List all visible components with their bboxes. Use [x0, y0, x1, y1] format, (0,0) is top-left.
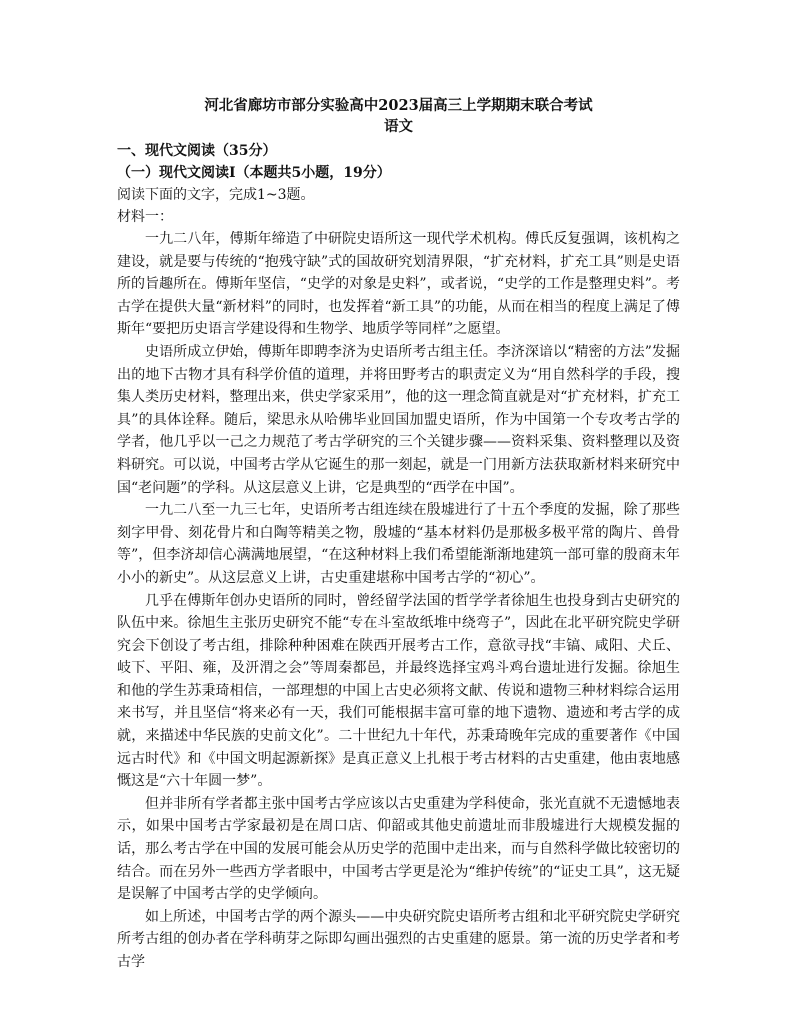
paragraph-1: 一九二八年，傅斯年缔造了中研院史语所这一现代学术机构。傅氏反复强调，该机构之建设，就是要与传统的“抱残守缺”式的国故研究划清界限，“扩充材料，扩充工具”则是史语所的旨趣所在。傅斯年坚信，“史学的对象是史料”，或者说，“史学的工作是整理史料”。考古学在提供大量“新材料”的同时，也发挥着“新工具”的功能，从而在相当的程度上满足了傅斯年“要把历史语言学建设得和生物学、地质学等同样”之愿望。	[117, 231, 680, 338]
exam-subject: 语文	[384, 118, 413, 135]
paragraph-2: 史语所成立伊始，傅斯年即聘李济为史语所考古组主任。李济深谙以“精密的方法”发掘出的地下古物才具有科学价值的道理，并将田野考古的职责定义为“用自然科学的手段，搜集人类历史材料，整理出来，供史学家采用”，他的这一理念简直就是对“扩充材料，扩充工具”的具体诠释。随后，梁思永从哈佛毕业回国加盟史语所，作为中国第一个专攻考古学的学者，他几乎以一己之力规范了考古学研究的三个关键步骤——资料采集、资料整理以及资料研究。可以说，中国考古学从它诞生的那一刻起，就是一门用新方法获取新材料来研究中国“老问题”的学科。从这层意义上讲，它是典型的“西学在中国”。	[117, 343, 680, 496]
paragraph-3: 一九二八至一九三七年，史语所考古组连续在殷墟进行了十五个季度的发掘，除了那些刻字甲骨、刻花骨片和白陶等精美之物，殷墟的“基本材料仍是那极多极平常的陶片、兽骨等”，但李济却信心满满地展望，“在这种材料上我们希望能渐渐地建筑一部可靠的殷商末年小小的新史”。从这层意义上讲，古史重建堪称中国考古学的“初心”。	[117, 502, 680, 586]
exam-title: 河北省廊坊市部分实验高中2023届高三上学期期末联合考试	[204, 97, 593, 114]
paragraph-4: 几乎在傅斯年创办史语所的同时，曾经留学法国的哲学学者徐旭生也投身到古史研究的队伍中来。徐旭生主张历史研究不能“专在斗室故纸堆中绕弯子”，因此在北平研究院史学研究会下创设了考古组，排除种种困难在陕西开展考古工作，意欲寻找“丰镐、咸阳、犬丘、岐下、平阳、雍，及汧渭之会”等周秦都邑，并最终选择宝鸡斗鸡台遗址进行发掘。徐旭生和他的学生苏秉琦相信，一部理想的中国上古史必须将文献、传说和遗物三种材料综合运用来书写，并且坚信“将来必有一天，我们可能根据丰富可靠的地下遗物、遗迹和考古学的成就，来描述中华民族的史前文化”。二十世纪九十年代，苏秉琦晚年完成的重要著作《中国远古时代》和《中国文明起源新探》是真正意义上扎根于考古材料的古史重建，他由衷地感慨这是“六十年圆一梦”。	[117, 592, 680, 790]
instruction-text: 阅读下面的文字，完成1~3题。	[117, 187, 315, 203]
subsection-heading: （一）现代文阅读Ⅰ（本题共5小题，19分）	[117, 165, 391, 181]
paragraph-5: 但并非所有学者都主张中国考古学应该以古史重建为学科使命，张光直就不无遗憾地表示，如果中国考古学家最初是在周口店、仰韶或其他史前遗址而非殷墟进行大规模发掘的话，那么考古学在中国的发展可能会从历史学的范围中走出来，而与自然科学做比较密切的结合。而在另外一些西方学者眼中，中国考古学更是沦为“维护传统”的“证史工具”，这无疑是误解了中国考古学的史学倾向。	[117, 795, 680, 903]
section-heading: 一、现代文阅读（35分）	[117, 143, 277, 159]
paragraph-6: 如上所述，中国考古学的两个源头——中央研究院史语所考古组和北平研究院史学研究所考古组的创办者在学科萌芽之际即勾画出强烈的古史重建的愿景。第一流的历史学者和考古学	[117, 908, 680, 970]
material-label: 材料一：	[117, 209, 173, 225]
